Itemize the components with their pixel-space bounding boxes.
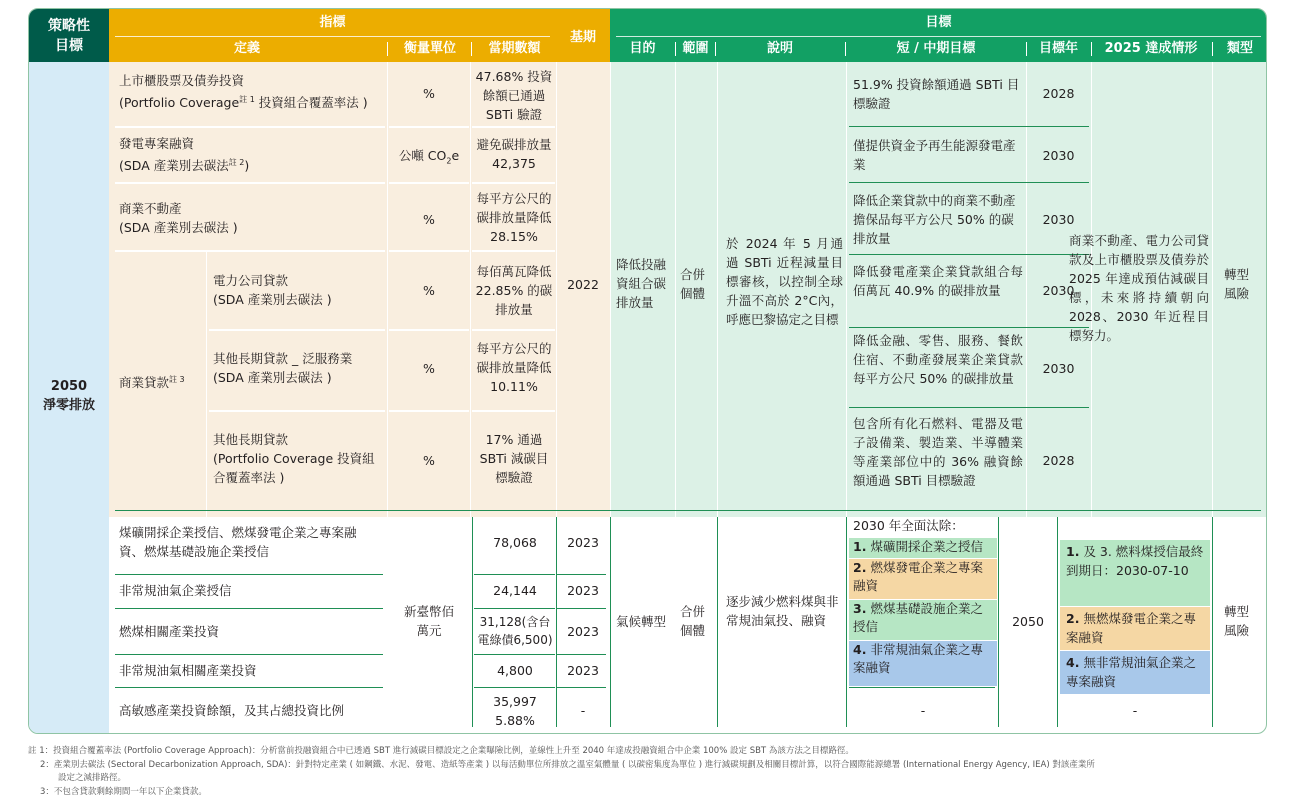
target-year-5: 2030 bbox=[1042, 361, 1075, 376]
target-1: 51.9% 投資餘額通過 SBTi 目標驗證 bbox=[853, 77, 1020, 111]
footnote-2: 2：產業別去碳法 (Sectoral Decarbonization Approach, SDA)：針對特定產業 ( 如鋼鐵、水泥、發電、造紙等產業 ) 以每活動單位所排放之溫室氣體量 ( 以碳密集度為單位 ) 進行減碳規劃及相關目標計算，以符合國際能源總署 (International Energy Agency, IEA) 對該產業所 bbox=[40, 760, 1095, 770]
row-other-loans-value: 17% 通過 SBTi 減碳目標驗證 bbox=[479, 432, 549, 485]
s2-type: 轉型風險 bbox=[1224, 604, 1250, 638]
row-portfolio-unit: % bbox=[423, 86, 435, 101]
target-year-3: 2030 bbox=[1042, 212, 1075, 227]
footnote-3: 3：不包含貸款剩餘期間一年以下企業貸款。 bbox=[40, 787, 207, 797]
s2-scope: 合併個體 bbox=[680, 604, 706, 638]
s2-target-head: 2030 年全面汰除： bbox=[853, 518, 964, 533]
header-unit: 衡量單位 bbox=[403, 41, 456, 56]
section1-scope: 合併個體 bbox=[680, 267, 706, 301]
section1-achievement: 商業不動產、電力公司貸款及上市櫃股票及債券於 2025 年達成預估減碳目標，未來將持續朝向 2028、2030 年近程目標努力。 bbox=[1069, 233, 1209, 343]
target-year-2: 2030 bbox=[1042, 148, 1075, 163]
target-6: 包含所有化石燃料、電器及電子設備業、製造業、半導體業等產業部位中的 36% 融資餘額通過 SBTi 目標驗證 bbox=[853, 416, 1023, 488]
header-indicator-title: 指標 bbox=[319, 15, 346, 30]
s2-row1-value: 78,068 bbox=[493, 535, 537, 550]
section1-type: 轉型風險 bbox=[1224, 267, 1250, 301]
s2-description: 逐步減少燃料煤與非常規油氣投、融資 bbox=[726, 594, 839, 628]
s2-row1-base: 2023 bbox=[567, 535, 599, 550]
s2-row1-definition: 煤礦開採企業授信、燃煤發電企業之專案融資、燃煤基礎設施企業授信 bbox=[119, 525, 357, 559]
row-commercial-real-estate-definition: 商業不動產 (SDA 產業別去碳法 ) bbox=[119, 201, 238, 235]
row-power-project-value: 避免碳排放量 42,375 bbox=[476, 137, 552, 171]
section1-description: 於 2024 年 5 月通過 SBTi 近程減量目標審核，以控制全球升溫不高於 2°C內，呼應巴黎協定之目標 bbox=[726, 236, 843, 327]
row-portfolio-definition: 上市櫃股票及債券投資 (Portfolio Coverage$^{註 1}$ 投資組合覆蓋率法 ) bbox=[119, 73, 368, 111]
header-strategy-target: 策略性 目標 bbox=[29, 9, 109, 62]
strategy-label: 2050 淨零排放 bbox=[42, 379, 95, 413]
target-3: 降低企業貸款中的商業不動產擔保品每平方公尺 50% 的碳排放量 bbox=[853, 193, 1016, 246]
s2-achievement-dash: - bbox=[1132, 703, 1138, 718]
s2-target-dash: - bbox=[920, 703, 926, 718]
footnote-2-cont: 設定之減排路徑。 bbox=[58, 773, 127, 783]
header-purpose: 目的 bbox=[629, 41, 656, 56]
row-power-company-definition: 電力公司貸款 (SDA 產業別去碳法 ) bbox=[213, 273, 332, 307]
target-4: 降低發電產業企業貸款組合每佰萬瓦 40.9% 的碳排放量 bbox=[853, 264, 1023, 298]
commercial-loans-label: 商業貸款$^{註 3}$ bbox=[119, 375, 185, 391]
header-achievement: 2025 達成情形 bbox=[1104, 41, 1198, 56]
s2-row2-base: 2023 bbox=[567, 583, 599, 598]
s2-row4-definition: 非常規油氣相關產業投資 bbox=[119, 663, 257, 678]
header-target-year: 目標年 bbox=[1038, 41, 1078, 56]
sustainability-target-table bbox=[28, 8, 1267, 734]
header-definition: 定義 bbox=[233, 41, 260, 56]
s2-row4-value: 4,800 bbox=[497, 663, 533, 678]
s2-achievement-1: 1. 及 3. 燃料煤授信最終到期日：2030-07-10 bbox=[1060, 540, 1210, 606]
s2-purpose: 氣候轉型 bbox=[616, 614, 667, 629]
s2-achievement-4: 4. 無非常規油氣企業之專案融資 bbox=[1060, 651, 1210, 694]
row-commercial-real-estate-unit: % bbox=[423, 212, 435, 227]
row-portfolio-value: 47.68% 投資餘額已通過 SBTi 驗證 bbox=[475, 69, 553, 122]
s2-row5-value: 35,997 5.88% bbox=[493, 694, 537, 728]
header-target bbox=[610, 9, 1267, 62]
s2-unit: 新臺幣佰萬元 bbox=[403, 604, 454, 638]
section1-base-year: 2022 bbox=[567, 277, 599, 292]
row-service-loans-unit: % bbox=[423, 361, 435, 376]
row-power-project-definition: 發電專案融資 (SDA 產業別去碳法$^{註 2}$) bbox=[119, 136, 250, 174]
target-year-6: 2028 bbox=[1042, 453, 1075, 468]
row-other-loans-definition: 其他長期貸款 (Portfolio Coverage 投資組合覆蓋率法 ) bbox=[213, 432, 375, 485]
row-power-company-unit: % bbox=[423, 283, 435, 298]
header-target-title: 目標 bbox=[925, 15, 952, 30]
s2-target-2: 2. 燃煤發電企業之專案融資 bbox=[849, 559, 997, 599]
row-power-company-value: 每佰萬瓦降低 22.85% 的碳排放量 bbox=[475, 264, 553, 317]
header-current-data: 當期數額 bbox=[488, 41, 541, 56]
header-type: 類型 bbox=[1226, 41, 1253, 56]
row-power-project-unit: 公噸 $CO_2e$ bbox=[398, 148, 460, 166]
s2-row5-base: - bbox=[580, 703, 586, 718]
s2-target-3: 3. 燃煤基礎設施企業之授信 bbox=[849, 600, 997, 640]
s2-target-4: 4. 非常規油氣企業之專案融資 bbox=[849, 641, 997, 686]
s2-row3-base: 2023 bbox=[567, 624, 599, 639]
s2-target-year: 2050 bbox=[1012, 614, 1044, 629]
s2-target-1: 1. 煤礦開採企業之授信 bbox=[849, 538, 997, 558]
s2-row2-value: 24,144 bbox=[493, 583, 537, 598]
s2-row3-value: 31,128(含台電綠債6,500) bbox=[477, 615, 553, 647]
s2-row5-definition: 高敏感產業投資餘額，及其占總投資比例 bbox=[119, 703, 345, 718]
s2-row4-base: 2023 bbox=[567, 663, 599, 678]
row-other-loans-unit: % bbox=[423, 453, 435, 468]
row-service-loans-value: 每平方公尺的碳排放量降低 10.11% bbox=[476, 341, 552, 394]
header-short-mid-target: 短 / 中期目標 bbox=[896, 41, 976, 56]
target-year-4: 2030 bbox=[1042, 283, 1075, 298]
footnote-1: 註 1：投資組合覆蓋率法 (Portfolio Coverage Approach)：分析當前投融資組合中已透過 SBT 進行減碳目標設定之企業曝險比例，並線性上升至 2040 年達成投融資組合中企業 100% 設定 SBT 為該方法之目標路徑。 bbox=[28, 746, 854, 756]
header-scope: 範圍 bbox=[682, 41, 709, 56]
header-indicator bbox=[109, 9, 556, 62]
section1-purpose: 降低投融資組合碳排放量 bbox=[616, 257, 667, 310]
s2-row2-definition: 非常規油氣企業授信 bbox=[119, 583, 232, 598]
target-year-1: 2028 bbox=[1042, 86, 1075, 101]
target-5: 降低金融、零售、服務、餐飲住宿、不動產發展業企業貸款每平方公尺 50% 的碳排放量 bbox=[853, 333, 1023, 386]
target-2: 僅提供資金予再生能源發電產業 bbox=[853, 138, 1016, 172]
row-service-loans-definition: 其他長期貸款 _ 泛服務業 (SDA 產業別去碳法 ) bbox=[213, 351, 353, 385]
header-description: 說明 bbox=[766, 41, 793, 56]
s2-row3-definition: 燃煤相關產業投資 bbox=[119, 624, 220, 639]
header-base-year: 基期 bbox=[556, 9, 610, 62]
s2-achievement-2: 2. 無燃煤發電企業之專案融資 bbox=[1060, 607, 1210, 650]
row-commercial-real-estate-value: 每平方公尺的碳排放量降低 28.15% bbox=[476, 191, 552, 244]
